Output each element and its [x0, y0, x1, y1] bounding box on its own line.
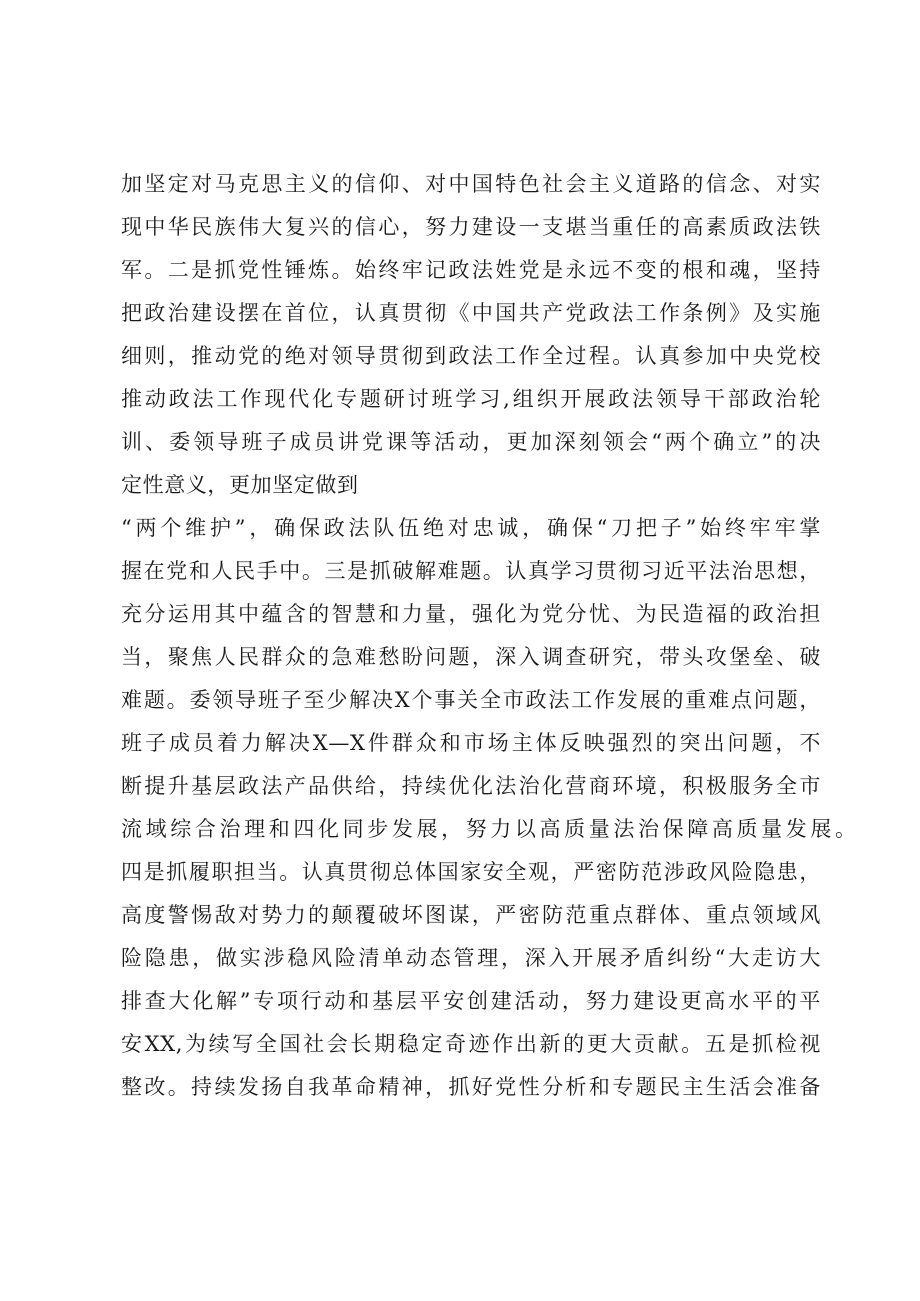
- text-line: 定性意义，更加坚定做到: [121, 473, 359, 497]
- text-line: 军。二是抓党性锤炼。始终牢记政法姓党是永远不变的根和魂，坚持: [121, 258, 821, 282]
- text-line: 推动政法工作现代化专题研讨班学习,组织开展政法领导干部政治轮: [121, 387, 821, 411]
- text-line: 加坚定对马克思主义的信仰、对中国特色社会主义道路的信念、对实: [121, 172, 821, 196]
- text-line: 断提升基层政法产品供给，持续优化法治化营商环境，积极服务全市: [121, 774, 821, 798]
- text-line: 排查大化解”专项行动和基层平安创建活动，努力建设更高水平的平: [121, 989, 821, 1013]
- text-line: 高度警惕敌对势力的颠覆破坏图谋，严密防范重点群体、重点领域风: [121, 903, 821, 927]
- text-line: 握在党和人民手中。三是抓破解难题。认真学习贯彻习近平法治思想，: [121, 559, 821, 583]
- text-line: 当，聚焦人民群众的急难愁盼问题，深入调查研究，带头攻堡垒、破: [121, 645, 821, 669]
- text-line: 险隐患，做实涉稳风险清单动态管理，深入开展矛盾纠纷“大走访大: [121, 946, 821, 970]
- text-line: 班子成员着力解决X—X件群众和市场主体反映强烈的突出问题，不: [121, 731, 821, 755]
- text-line: 四是抓履职担当。认真贯彻总体国家安全观，严密防范涉政风险隐患，: [121, 860, 821, 884]
- text-line: 安XX,为续写全国社会长期稳定奇迹作出新的更大贡献。五是抓检视: [121, 1032, 821, 1056]
- text-line: “两个维护”，确保政法队伍绝对忠诚，确保“刀把子”始终牢牢掌: [121, 516, 821, 540]
- text-line: 训、委领导班子成员讲党课等活动，更加深刻领会“两个确立”的决: [121, 430, 821, 454]
- text-line: 充分运用其中蕴含的智慧和力量，强化为党分忧、为民造福的政治担: [121, 602, 821, 626]
- text-line: 把政治建设摆在首位，认真贯彻《中国共产党政法工作条例》及实施: [121, 301, 821, 325]
- text-line: 流域综合治理和四化同步发展，努力以高质量法治保障高质量发展。: [121, 817, 856, 841]
- text-line: 现中华民族伟大复兴的信心，努力建设一支堪当重任的高素质政法铁: [121, 215, 821, 239]
- text-line: 难题。委领导班子至少解决X个事关全市政法工作发展的重难点问题，: [121, 688, 821, 712]
- text-line: 细则，推动党的绝对领导贯彻到政法工作全过程。认真参加中央党校: [121, 344, 821, 368]
- text-line: 整改。持续发扬自我革命精神，抓好党性分析和专题民主生活会准备: [121, 1075, 821, 1099]
